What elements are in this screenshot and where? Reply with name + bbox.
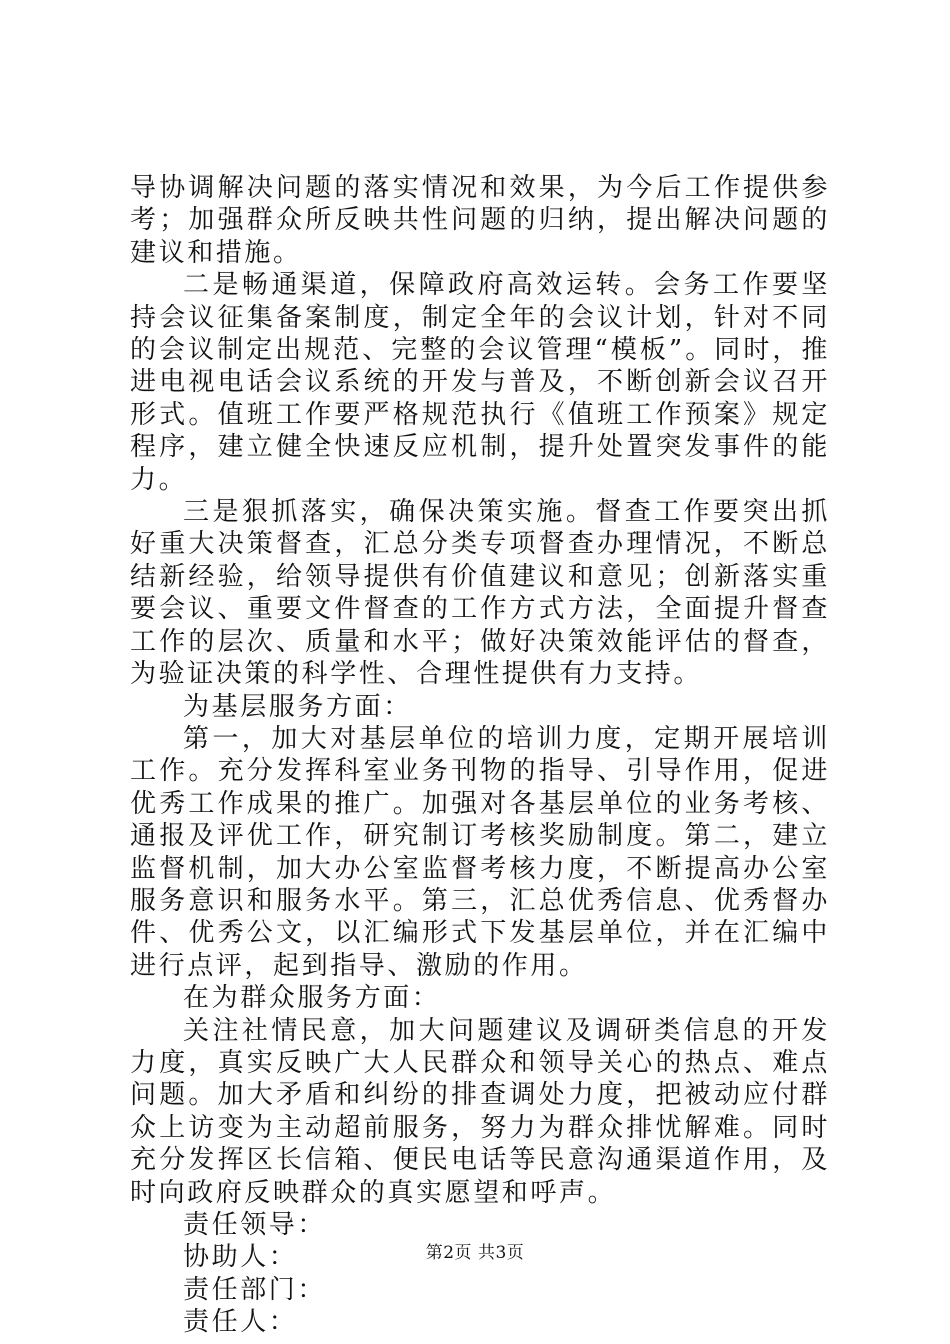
paragraph-implementation: 三是狠抓落实，确保决策实施。督查工作要突出抓好重大决策督查，汇总分类专项督查办理情况，不断总结新经验，给领导提供有价值建议和意见；创新落实重要会议、重要文件督查的工作方式方法，全面提升督查工作的层次、质量和水平；做好决策效能评估的督查，为验证决策的科学性、合理性提供有力支持。 [130,497,830,690]
heading-grassroots-service: 为基层服务方面： [183,691,412,722]
responsibility-fields [130,1209,830,1339]
paragraph-public-service: 关注社情民意，加大问题建议及调研类信息的开发力度，真实反映广大人民群众和领导关心的热点、难点问题。加大矛盾和纠纷的排查调处力度，把被动应付群众上访变为主动超前服务，努力为群众排忧解难。同时充分发挥区长信箱、便民电话等民意沟通渠道作用，及时向政府反映群众的真实愿望和呼声。 [130,1015,830,1208]
page-number-footer: 第2页 共3页 [425,1243,525,1263]
document-body [130,172,830,1339]
field-responsible-person: 责任人： [183,1307,298,1338]
heading-public-service: 在为群众服务方面： [183,983,441,1014]
field-responsible-leader: 责任领导： [183,1210,327,1240]
paragraph-continuation: 导协调解决问题的落实情况和效果，为今后工作提供参考；加强群众所反映共性问题的归纳，提出解决问题的建议和措施。 [130,173,830,268]
field-assistant: 协助人： [183,1242,298,1273]
paragraph-grassroots-service: 第一，加大对基层单位的培训力度，定期开展培训工作。充分发挥科室业务刊物的指导、引导作用，促进优秀工作成果的推广。加强对各基层单位的业务考核、通报及评优工作，研究制订考核奖励制度。第二，建立监督机制，加大办公室监督考核力度，不断提高办公室服务意识和服务水平。第三，汇总优秀信息、优秀督办件、优秀公文，以汇编形式下发基层单位，并在汇编中进行点评，起到指导、激励的作用。 [130,723,830,981]
field-responsible-department: 责任部门： [183,1274,327,1305]
paragraph-smooth-channels: 二是畅通渠道，保障政府高效运转。会务工作要坚持会议征集备案制度，制定全年的会议计划，针对不同的会议制定出规范、完整的会议管理“模板”。同时，推进电视电话会议系统的开发与普及，不断创新会议召开形式。值班工作要严格规范执行《值班工作预案》规定程序，建立健全快速反应机制，提升处置突发事件的能力。 [130,270,830,495]
